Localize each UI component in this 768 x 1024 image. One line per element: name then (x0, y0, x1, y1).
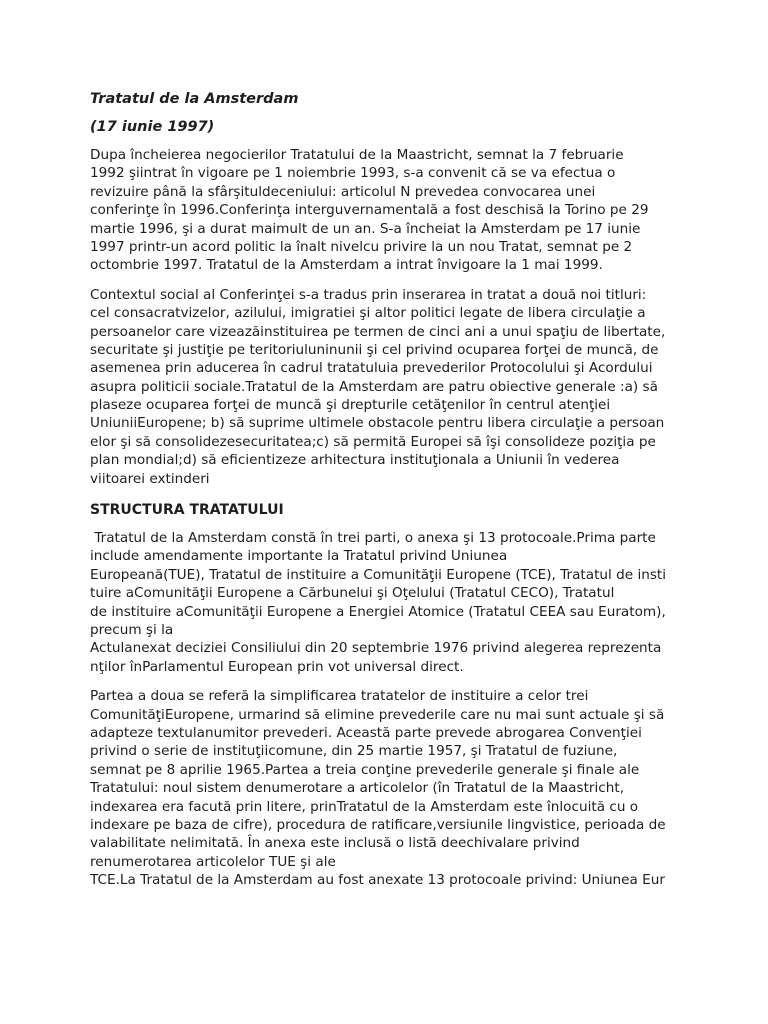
paragraph-part-two (90, 687, 690, 889)
text-line: renumerotarea articolelor TUE şi ale (90, 853, 336, 870)
paragraph-structure (90, 529, 690, 676)
text-line: persoanelor care vizeazăinstituirea pe termen de cinci ani a unui spaţiu de libertate, (90, 323, 666, 340)
text-line: octombrie 1997. Tratatul de la Amsterdam a intrat învigoare la 1 mai 1999. (90, 257, 603, 274)
text-line: cel consacratvizelor, azilului, imigratiei şi altor politici legate de libera circulaţie a (90, 305, 646, 322)
text-line: martie 1996, şi a durat maimult de un an. S-a încheiat la Amsterdam pe 17 iunie (90, 220, 641, 237)
text-line: Actulanexat deciziei Consiliului din 20 septembrie 1976 privind alegerea reprezenta (90, 640, 662, 657)
text-line: asupra politicii sociale.Tratatul de la Amsterdam are patru obiective generale :a) să (90, 378, 658, 395)
document-title: Tratatul de la Amsterdam (90, 91, 299, 107)
text-line: asemenea prin aducerea în cadrul tratatuluia prevederilor Protocolului şi Acordului (90, 360, 653, 377)
paragraph-intro (90, 146, 690, 275)
text-line: conferinţe în 1996.Conferinţa interguvernamentală a fost deschisă la Torino pe 29 (90, 202, 649, 219)
text-line: Dupa încheierea negocierilor Tratatului de la Maastricht, semnat la 7 februarie (90, 147, 624, 163)
text-line: include amendamente importante la Tratatul privind Uniunea (90, 548, 508, 565)
text-line: Tratatul de la Amsterdam constă în trei parti, o anexa şi 13 protocoale.Prima parte (90, 530, 656, 547)
text-line: privind o serie de instituţiicomune, din 25 martie 1957, şi Tratatul de fuziune, (90, 743, 618, 760)
text-line: 1997 printr-un acord politic la înalt nivelcu privire la un nou Tratat, semnat pe 2 (90, 238, 633, 255)
text-line: Europeană(TUE), Tratatul de instituire a Comunităţii Europene (TCE), Tratatul de insti (90, 566, 667, 583)
document-page (90, 88, 690, 900)
document-date: (17 iunie 1997) (90, 119, 215, 135)
text-line: TCE.La Tratatul de la Amsterdam au fost anexate 13 protocoale privind: Uniunea Eur (90, 872, 665, 889)
text-line: revizuire până la sfârşituldeceniului: articolul N prevedea convocarea unei (90, 183, 596, 200)
text-line: plan mondial;d) să eficientizeze arhitectura instituţionala a Uniunii în vederea (90, 452, 620, 469)
text-line: indexarea era facută prin litere, prinTratatul de la Amsterdam este înlocuită cu o (90, 798, 639, 815)
text-line: UniuniiEuropene; b) să suprime ultimele obstacole pentru libera circulaţie a persoan (90, 415, 665, 432)
text-line: indexare pe baza de cifre), procedura de ratificare,versiunile lingvistice, perioada de (90, 816, 666, 833)
text-line: plaseze ocuparea forţei de muncă şi drepturile cetăţenilor în centrul atenţiei (90, 397, 611, 414)
section-heading: STRUCTURA TRATATULUI (90, 502, 284, 519)
text-line: Tratatului: noul sistem denumerotare a articolelor (în Tratatul de la Maastricht, (90, 780, 625, 797)
text-line: adapteze textulanumitor prevederi. Această parte prevede abrogarea Convenţiei (90, 724, 642, 741)
text-line: elor şi să consolidezesecuritatea;c) să permită Europei să îşi consolideze poziţia pe (90, 433, 656, 450)
text-line: Contextul social al Conferinţei s-a tradus prin inserarea in tratat a două noi titluri: (90, 286, 647, 303)
text-line: ComunităţiEuropene, urmarind să elimine prevederile care nu mai sunt actuale şi să (90, 706, 665, 723)
text-line: securitate şi justiţie pe teritoriuluninunii şi cel privind ocuparea forţei de muncă, de (90, 341, 659, 358)
text-line: semnat pe 8 aprilie 1965.Partea a treia conţine prevederile generale şi finale ale (90, 761, 640, 778)
text-line: Partea a doua se referă la simplificarea tratatelor de instituire a celor trei (90, 688, 589, 705)
text-line: viitoarei extinderi (90, 470, 210, 487)
text-line: tuire aComunităţii Europene a Cărbunelui şi Oţelului (Tratatul CECO), Tratatul (90, 585, 615, 602)
text-line: 1992 şiintrat în vigoare pe 1 noiembrie 1993, s-a convenit că se va efectua o (90, 165, 616, 182)
text-line: de instituire aComunităţii Europene a Energiei Atomice (Tratatul CEEA sau Euratom), (90, 603, 666, 620)
text-line: valabilitate nelimitată. În anexa este inclusă o listă deechivalare privind (90, 835, 580, 852)
paragraph-context (90, 286, 690, 488)
text-line: nţilor înParlamentul European prin vot universal direct. (90, 658, 464, 675)
text-line: precum şi la (90, 621, 174, 638)
